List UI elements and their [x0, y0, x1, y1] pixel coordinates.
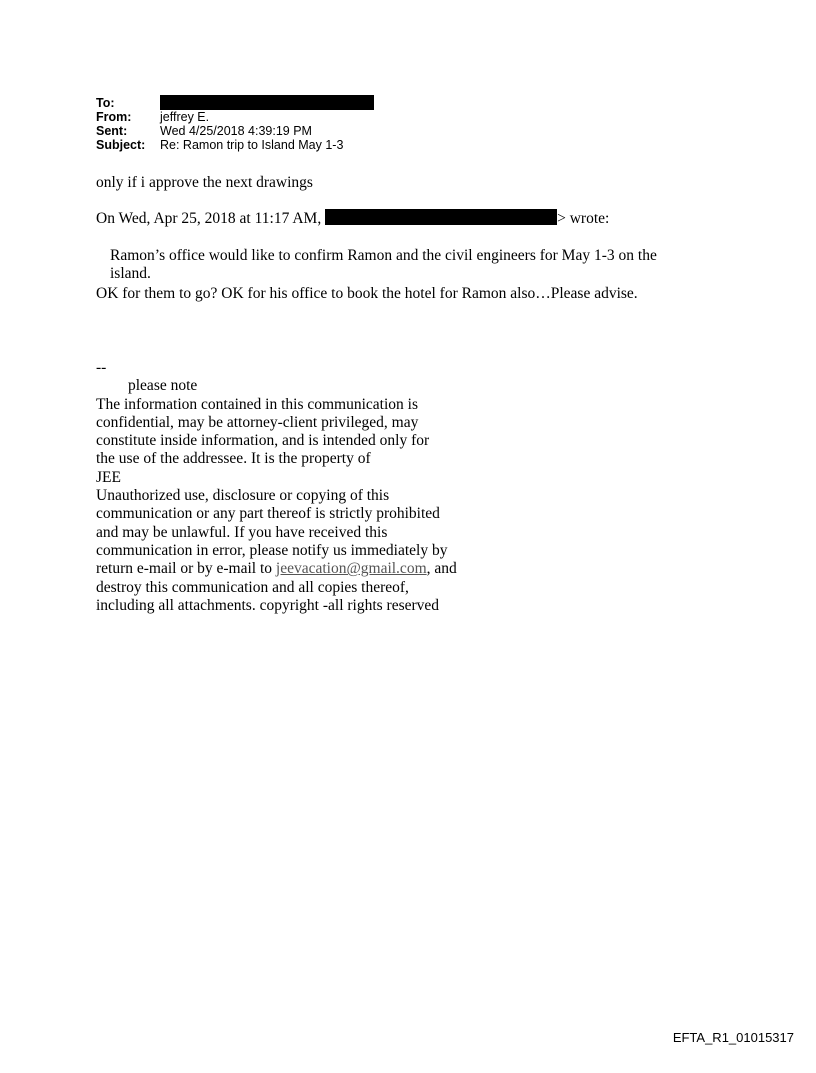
disclaimer-line: communication in error, please notify us immediately by: [96, 541, 448, 559]
signature-block: [96, 359, 457, 615]
subject-label: Subject:: [96, 138, 146, 152]
redaction-box: [325, 209, 557, 225]
wrote-line: [96, 209, 609, 228]
sent-value: Wed 4/25/2018 4:39:19 PM: [160, 124, 312, 138]
disclaimer-line: communication or any part thereof is strictly prohibited: [96, 505, 440, 523]
disclaimer-line: including all attachments. copyright -all rights reserved: [96, 596, 440, 614]
to-label: To:: [96, 96, 115, 110]
disclaimer-return-line: [96, 560, 457, 578]
quote-line-2: island.: [110, 265, 151, 282]
disclaimer-line: destroy this communication and all copies thereof,: [96, 578, 409, 596]
to-row: [96, 96, 374, 110]
ok-line: OK for them to go? OK for his office to book the hotel for Ramon also…Please advise.: [96, 285, 638, 302]
disclaimer-line: confidential, may be attorney-client privileged, may: [96, 413, 419, 431]
from-row: [96, 110, 374, 124]
subject-row: [96, 138, 374, 152]
sent-row: [96, 124, 374, 138]
disclaimer-line: The information contained in this communication is: [96, 395, 418, 413]
signature-dashes: --: [96, 359, 107, 376]
return-suffix: , and: [426, 560, 457, 578]
to-value: [160, 96, 374, 110]
email-header: [96, 96, 374, 152]
subject-value: Re: Ramon trip to Island May 1-3: [160, 138, 344, 152]
disclaimer-line: and may be unlawful. If you have received this: [96, 523, 388, 541]
from-value: jeffrey E.: [160, 110, 210, 124]
sent-label: Sent:: [96, 124, 128, 138]
disclaimer-line: JEE: [96, 468, 121, 486]
disclaimer-line: the use of the addressee. It is the property of: [96, 450, 371, 468]
please-note: please note: [128, 377, 198, 395]
disclaimer-line: constitute inside information, and is intended only for: [96, 432, 430, 450]
return-prefix: return e-mail or by e-mail to: [96, 560, 276, 578]
reply-text: only if i approve the next drawings: [96, 174, 313, 191]
from-label: From:: [96, 110, 132, 124]
email-link[interactable]: jeevacation@gmail.com: [275, 560, 427, 578]
document-id: EFTA_R1_01015317: [672, 1030, 794, 1045]
wrote-suffix: > wrote:: [557, 210, 610, 227]
disclaimer-line: Unauthorized use, disclosure or copying of this: [96, 487, 390, 505]
quote-line-1: Ramon’s office would like to confirm Ramon and the civil engineers for May 1-3 on the: [110, 247, 657, 264]
redaction-box: [160, 95, 374, 110]
wrote-prefix: On Wed, Apr 25, 2018 at 11:17 AM,: [96, 210, 322, 227]
